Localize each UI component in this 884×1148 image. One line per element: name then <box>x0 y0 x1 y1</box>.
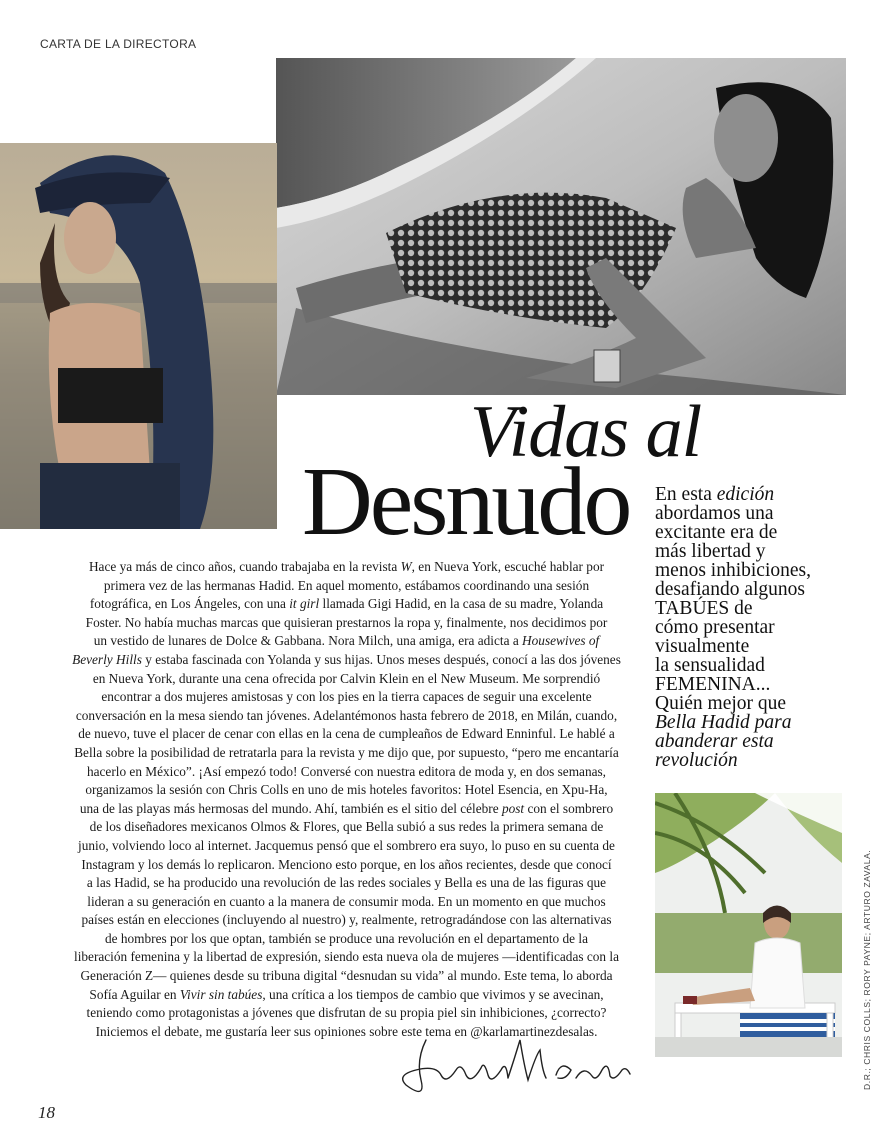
photo-model-denim-hat <box>0 143 277 529</box>
body-line: Beverly Hills y estaba fascinada con Yolanda y sus hijas. Unos meses después, conocí a las dos jóvenes <box>72 651 621 667</box>
deck-line: cómo presentar <box>655 617 775 638</box>
deck-line: abanderar esta <box>655 731 774 752</box>
body-line: Bella sobre la posibilidad de retratarla para la revista y me dijo que, por supuesto, “pero me encantaría <box>74 744 619 760</box>
deck-line: excitante era de <box>655 522 778 543</box>
signature <box>396 1030 636 1100</box>
body-line: a las Hadid, se ha producido una revolución de las redes sociales y Bella es una de las figuras que <box>86 875 607 891</box>
body-line: liberación femenina y la libertad de expresión, siendo esta nueva ola de mujeres —identificadas con la <box>74 949 619 965</box>
body-line: de nuevo, tuve el placer de cenar con ellas en la cena de cumpleaños de Edward Enninful. Le hablé a <box>78 726 615 742</box>
body-line: organizamos la sesión con Chris Colls en uno de mis hoteles favoritos: Hotel Esencia, en Xpu-Ha, <box>85 782 608 798</box>
deck-line: la sensualidad <box>655 655 765 676</box>
deck-line: En esta edición <box>655 484 775 505</box>
body-line: de hombres por los que optan, también se produce una revolución en el departamento de la <box>105 930 588 946</box>
deck-line: Quién mejor que <box>655 693 787 714</box>
body-line: Generación Z— quienes desde su tribuna digital “desnudan su vida” al mundo. Este tema, lo aborda <box>80 968 613 984</box>
deck-line: menos inhibiciones, <box>655 560 811 581</box>
deck-line: más libertad y <box>655 541 766 562</box>
photo-credit: D.R.; CHRIS COLLS; RORY PAYNE; ARTURO ZAVALA. <box>862 849 872 1090</box>
deck-line: FEMENINA... <box>655 674 771 695</box>
photo-director-seated <box>655 793 842 1057</box>
body-line: Sofía Aguilar en Vivir sin tabúes, una crítica a los tiempos de cambio que vivimos y se avecinan, <box>89 986 604 1002</box>
body-line: un vestido de lunares de Dolce & Gabbana. Nora Milch, una amiga, era adicta a Housewives of <box>93 633 600 649</box>
body-line: en Nueva York, durante una cena ofrecida por Calvin Klein en el New Museum. Me sorprendió <box>92 670 601 686</box>
deck-line: desafiando algunos <box>655 579 806 600</box>
deck-line: Bella Hadid para <box>655 712 792 733</box>
body-line: hacerlo en México”. ¡Así empezó todo! Conversé con nuestra editora de moda y, en dos semanas, <box>86 763 607 779</box>
deck-line: abordamos una <box>655 503 774 524</box>
body-line: una de las playas más hermosas del mundo. Ahí, también es el sitio del célebre post con el sombrero <box>79 800 614 816</box>
deck-line: revolución <box>655 750 738 771</box>
body-line: conversación en la mesa siendo tan jóvenes. Adelantémonos hasta febrero de 2018, en Milán, cuando, <box>75 707 618 723</box>
deck-text <box>655 485 860 770</box>
deck-line: TABÚES de <box>655 598 753 619</box>
section-label: CARTA DE LA DIRECTORA <box>40 37 197 51</box>
body-line: lideran a su generación en cuanto a la manera de consumir moda. En un momento en que muchos <box>87 893 606 909</box>
article-body <box>58 558 635 1041</box>
body-line: primera vez de las hermanas Hadid. En aquel momento, estábamos coordinando una sesión <box>103 577 590 593</box>
body-line: junio, volviendo loco al internet. Jacquemus pensó que el sombrero era suyo, lo puso en su cuenta de <box>78 837 615 853</box>
body-line: Foster. No había muchas marcas que quisieran prestarnos la ropa y, finalmente, nos decidimos por <box>85 614 608 630</box>
deck-line: visualmente <box>655 636 750 657</box>
photo-model-on-sand <box>276 58 846 395</box>
body-line: Iniciemos el debate, me gustaría leer sus opiniones sobre este tema en @karlamartinezdesalas. <box>95 1023 598 1039</box>
body-line: países están en elecciones (incluyendo al nuestro) y, realmente, retrogradándose con las alternativas <box>81 912 612 928</box>
page-number: 18 <box>38 1103 55 1122</box>
body-line: fotográfica, en Los Ángeles, con una it girl llamada Gigi Hadid, en la casa de su madre, Yolanda <box>89 596 604 612</box>
body-line: encontrar a dos mujeres amistosas y con los pies en la tierra capaces de seguir una excelente <box>101 689 592 705</box>
body-line: Hace ya más de cinco años, cuando trabajaba en la revista W, en Nueva York, escuché hablar por <box>88 559 605 574</box>
body-line: Instagram y los demás lo replicaron. Menciono esto porque, en los años recientes, desde que conocí <box>81 856 612 872</box>
headline-line-2: Desnudo <box>302 448 630 556</box>
headline-line-1: Vidas al <box>470 391 702 473</box>
body-line: de los diseñadores mexicanos Olmos & Flores, que Bella subió a sus redes la primera semana de <box>89 819 604 835</box>
body-line: teniendo como protagonistas a jóvenes que disfrutan de su propia piel sin inhibiciones, ¿correcto? <box>86 1005 607 1021</box>
